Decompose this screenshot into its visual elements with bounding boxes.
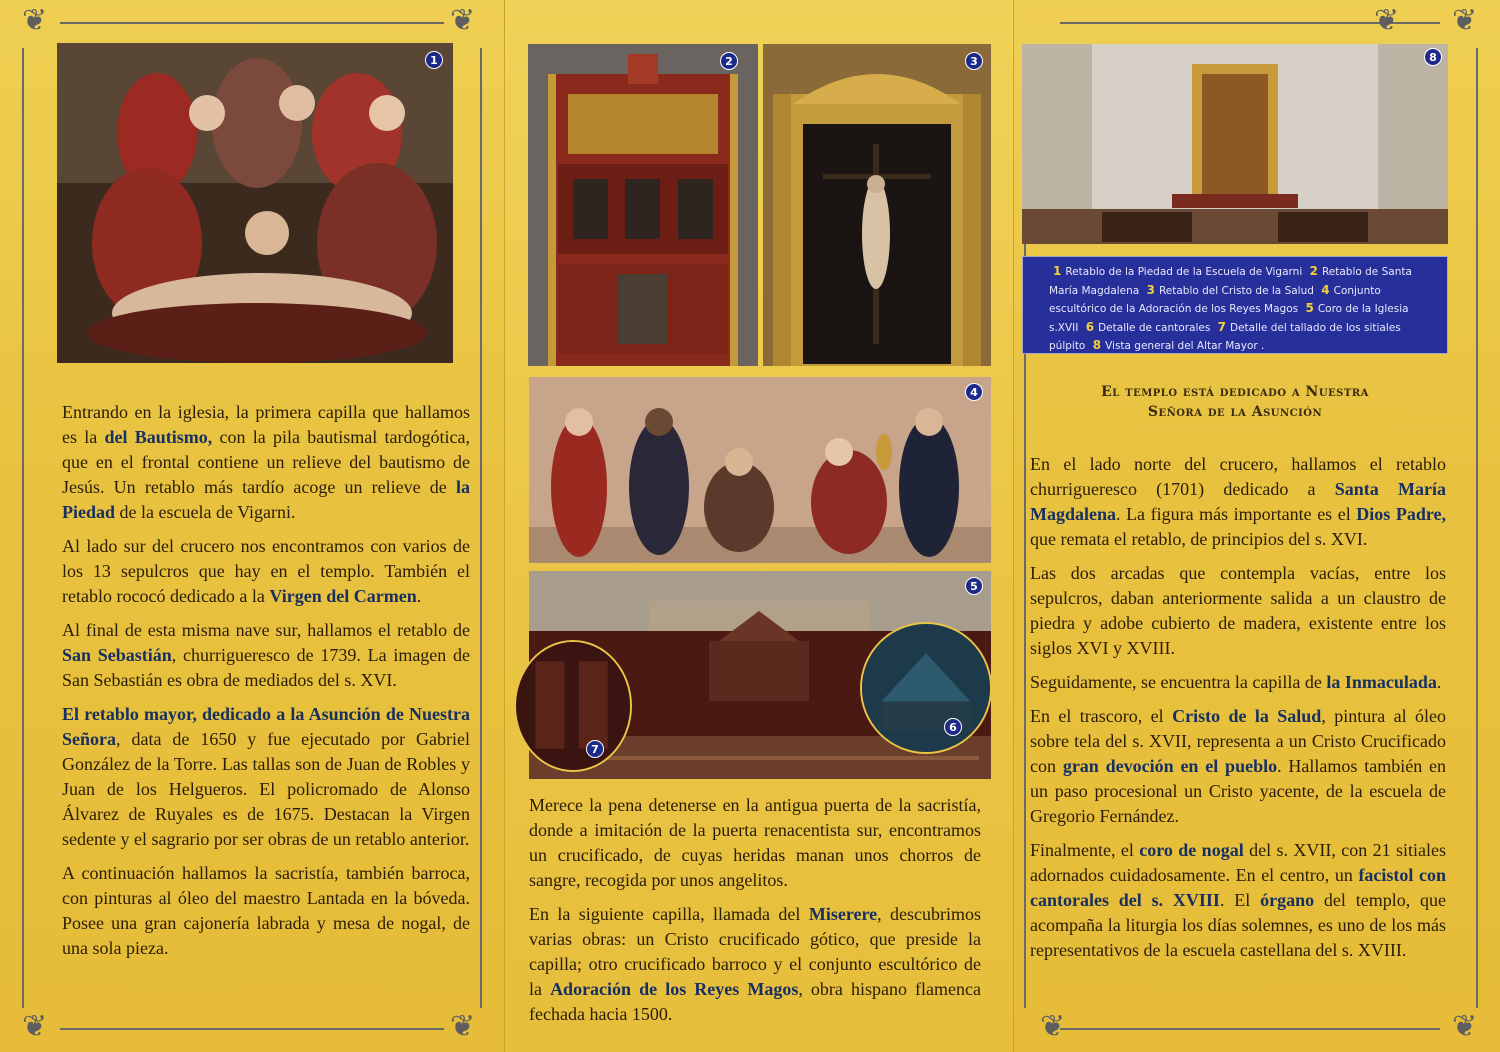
paragraph: Entrando en la iglesia, la primera capilla que hallamos es la del Bautismo, con la pila bautismal tardogótica, que en el frontal contiene un relieve del bautismo de Jesús. Un retablo más tardío acoge un relieve de la Piedad de la escuela de Vigarni. [62, 402, 470, 522]
scroll-ornament-icon: ❦ [450, 3, 476, 38]
photo-number-badge: 3 [965, 52, 983, 70]
left-frame-line [60, 22, 444, 24]
photo-captions-box [1022, 256, 1448, 354]
scroll-ornament-icon: ❦ [1452, 3, 1478, 38]
photo-retablo-magdalena [528, 44, 758, 366]
right-frame-line [1060, 1028, 1440, 1030]
photo-number-badge: 4 [965, 383, 983, 401]
paragraph: Merece la pena detenerse en la antigua puerta de la sacristía, donde a imitación de la puerta renacentista sur, encontramos un crucificado, de cuyas heridas manan unos chorros de sangre, recogida por unos angelitos. [529, 795, 981, 890]
right-body-text [1030, 452, 1446, 972]
paragraph: Seguidamente, se encuentra la capilla de la Inmaculada. [1030, 672, 1442, 692]
middle-body-text [529, 793, 981, 1036]
paragraph: Al final de esta misma nave sur, hallamos el retablo de San Sebastián, churrigueresco de 1739. La imagen de San Sebastián es obra de mediados del s. XVI. [62, 620, 471, 690]
scroll-ornament-icon: ❦ [1040, 1009, 1066, 1044]
caption-text: Detalle del tallado de los sitiales púlpito [1049, 321, 1401, 352]
caption-text: Vista general del Altar Mayor . [1105, 340, 1265, 352]
caption-number: 3 [1146, 282, 1155, 297]
left-frame-line [22, 48, 24, 1008]
caption-number: 5 [1305, 301, 1314, 315]
photo-number-badge: 2 [720, 52, 738, 70]
paragraph: A continuación hallamos la sacristía, también barroca, con pinturas al óleo del maestro Lantada en la bóveda. Posee una gran cajonería labrada y mesa de nogal, de una sola pieza. [62, 863, 470, 958]
photo-detalle-cantorales [860, 622, 992, 754]
photo-number-badge: 7 [586, 740, 604, 758]
paragraph: El retablo mayor, dedicado a la Asunción de Nuestra Señora, data de 1650 y fue ejecutado por Gabriel González de la Torre. Las tallas son de Juan de Robles y Juan de los Helgueros. El policromado de Alonso Álvarez de Ruyales es de 1675. Destacan la Virgen sedente y el sagrario por ser obras de un retablo anterior. [62, 704, 470, 849]
photo-number-badge: 6 [944, 718, 962, 736]
paragraph: En el trascoro, el Cristo de la Salud, pintura al óleo sobre tela del s. XVII, representa a un Cristo Crucificado con gran devoción en el pueblo. Hallamos también en un paso procesional un Cristo yacente, de la escuela de Gregorio Fernández. [1030, 706, 1447, 826]
scroll-ornament-icon: ❦ [450, 1009, 476, 1044]
caption-number: 1 [1053, 264, 1062, 278]
caption-number: 2 [1309, 264, 1318, 278]
paragraph: Finalmente, el coro de nogal del s. XVII, con 21 sitiales adornados cuidadosamente. En el centro, un facistol con cantorales del s. XVIII. El órgano del templo, que acompaña la liturgia los días solemnes, es uno de los más representativos de la escuela castellana del s. XVIII. [1030, 840, 1447, 960]
left-frame-line [60, 1028, 444, 1030]
paragraph: Las dos arcadas que contempla vacías, entre los sepulcros, daban anteriormente salida a un claustro de piedra y adobe cubierto de madera, existente entre los siglos XVI y XVIII. [1030, 563, 1446, 658]
left-body-text [62, 400, 470, 970]
photo-piedad-relief [57, 43, 453, 363]
scroll-ornament-icon: ❦ [22, 3, 48, 38]
photo-number-badge: 5 [965, 577, 983, 595]
caption-text: Conjunto escultórico de la Adoración de los Reyes Magos [1049, 284, 1381, 315]
caption-number: 8 [1092, 338, 1102, 352]
photo-number-badge: 1 [425, 51, 443, 69]
paragraph: En la siguiente capilla, llamada del Miserere, descubrimos varias obras: un Cristo crucificado gótico, que preside la capilla; otro crucificado barroco y el conjunto escultórico de la Adoración de los Reyes Magos, obra hispano flamenca fechada hacia 1500. [529, 904, 982, 1024]
caption-text: Retablo del Cristo de la Salud [1158, 284, 1314, 297]
left-frame-line [480, 48, 482, 1008]
paragraph: Al lado sur del crucero nos encontramos con varios de los 13 sepulcros que hay en el templo. También el retablo rococó dedicado a la Virgen del Carmen. [62, 536, 470, 606]
caption-text: Coro de la Iglesia s.XVII [1049, 303, 1409, 334]
scroll-ornament-icon: ❦ [22, 1009, 48, 1044]
photo-adoracion-reyes [529, 377, 991, 563]
caption-number: 7 [1217, 319, 1226, 334]
photo-detalle-sitiales [514, 640, 632, 772]
caption-text: Detalle de cantorales [1098, 321, 1211, 334]
photo-altar-mayor [1022, 44, 1448, 244]
caption-text: Retablo de Santa María Magdalena [1049, 266, 1412, 297]
caption-text: Retablo de la Piedad de la Escuela de Vigarni [1065, 266, 1303, 278]
section-heading: El templo está dedicado a Nuestra Señora de la Asunción [1101, 384, 1369, 420]
caption-number: 6 [1085, 319, 1095, 334]
scroll-ornament-icon: ❦ [1452, 1009, 1478, 1044]
photo-number-badge: 8 [1424, 48, 1442, 66]
caption-number: 4 [1321, 282, 1330, 297]
scroll-ornament-icon: ❦ [1374, 3, 1400, 38]
right-frame-line [1476, 48, 1478, 1008]
photo-cristo-salud [763, 44, 991, 366]
paragraph: En el lado norte del crucero, hallamos el retablo churrigueresco (1701) dedicado a Santa María Magdalena. La figura más importante es el Dios Padre, que remata el retablo, de principios del s. XVI. [1030, 454, 1446, 549]
